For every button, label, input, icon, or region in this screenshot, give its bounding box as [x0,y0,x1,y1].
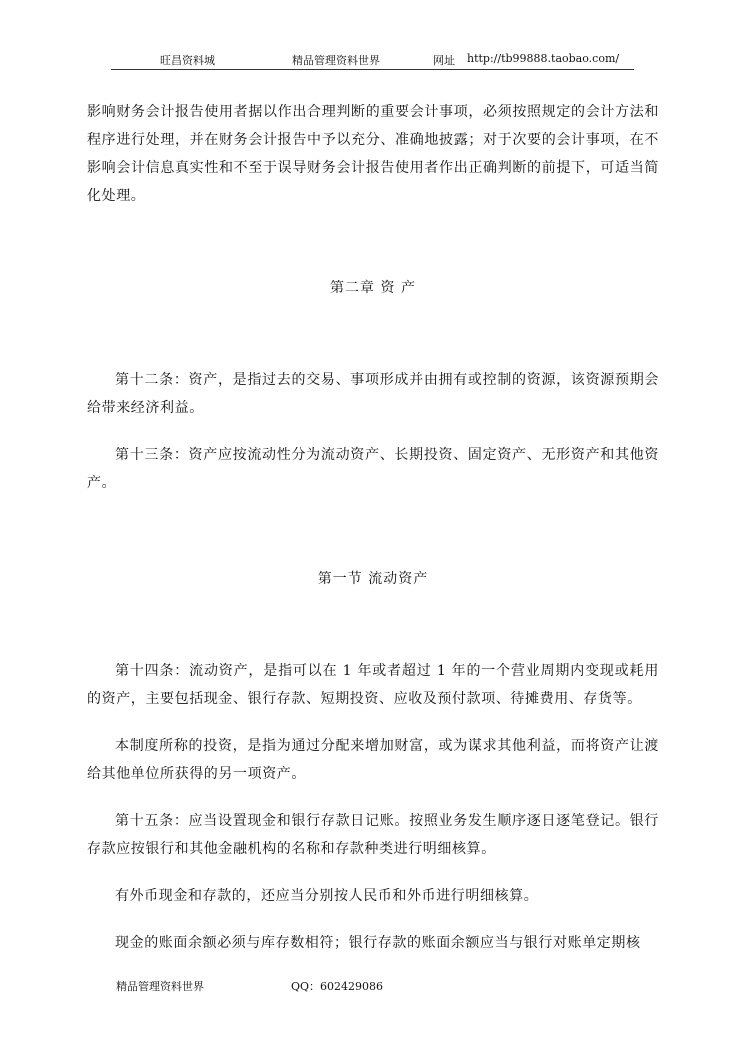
article-12-paragraph: 第十二条：资产，是指过去的交易、事项形成并由拥有或控制的资源，该资源预期会给带来经济利益。 [87,372,659,416]
article-13-paragraph: 第十三条：资产应按流动性分为流动资产、长期投资、固定资产、无形资产和其他资产。 [87,447,659,491]
article-14-block [87,657,659,713]
article-15-block [87,807,659,863]
chapter-heading: 第二章 资 产 [330,280,416,296]
cash-block [87,929,659,957]
header-url-link[interactable]: http://tb99888.taobao.com/ [467,52,620,65]
investment-block [87,732,659,788]
footer-site-name: 精品管理资料世界 [116,980,204,993]
header-divider [111,69,634,70]
foreign-currency-block [87,882,659,910]
intro-paragraph: 影响财务会计报告使用者据以作出合理判断的重要会计事项，必须按照规定的会计方法和程序进行处理，并在财务会计报告中予以充分、准确地披露；对于次要的会计事项，在不影响会计信息真实性和不至于误导财务会计报告使用者作出正确判断的前提下，可适当简化处理。 [87,104,659,204]
article-13-block [87,441,659,497]
header-shop-name: 旺昌资料城 [160,54,215,67]
intro-block [87,98,659,210]
article-15-paragraph: 第十五条：应当设置现金和银行存款日记账。按照业务发生顺序逐日逐笔登记。银行存款应按银行和其他金融机构的名称和存款种类进行明细核算。 [87,813,659,857]
cash-paragraph: 现金的账面余额必须与库存数相符；银行存款的账面余额应当与银行对账单定期核 [115,935,641,951]
investment-paragraph: 本制度所称的投资，是指为通过分配来增加财富，或为谋求其他利益，而将资产让渡给其他单位所获得的另一项资产。 [87,738,659,782]
footer-qq: QQ：602429086 [291,980,384,993]
page-header [0,52,744,68]
header-site-name: 精品管理资料世界 [292,54,380,67]
article-14-paragraph: 第十四条：流动资产，是指可以在 1 年或者超过 1 年的一个营业周期内变现或耗用的资产，主要包括现金、银行存款、短期投资、应收及预付款项、待摊费用、存货等。 [87,663,659,707]
article-12-block [87,366,659,422]
header-url-label: 网址 [433,54,455,67]
foreign-currency-paragraph: 有外币现金和存款的，还应当分别按人民币和外币进行明细核算。 [115,888,539,904]
section-heading: 第一节 流动资产 [317,571,429,587]
